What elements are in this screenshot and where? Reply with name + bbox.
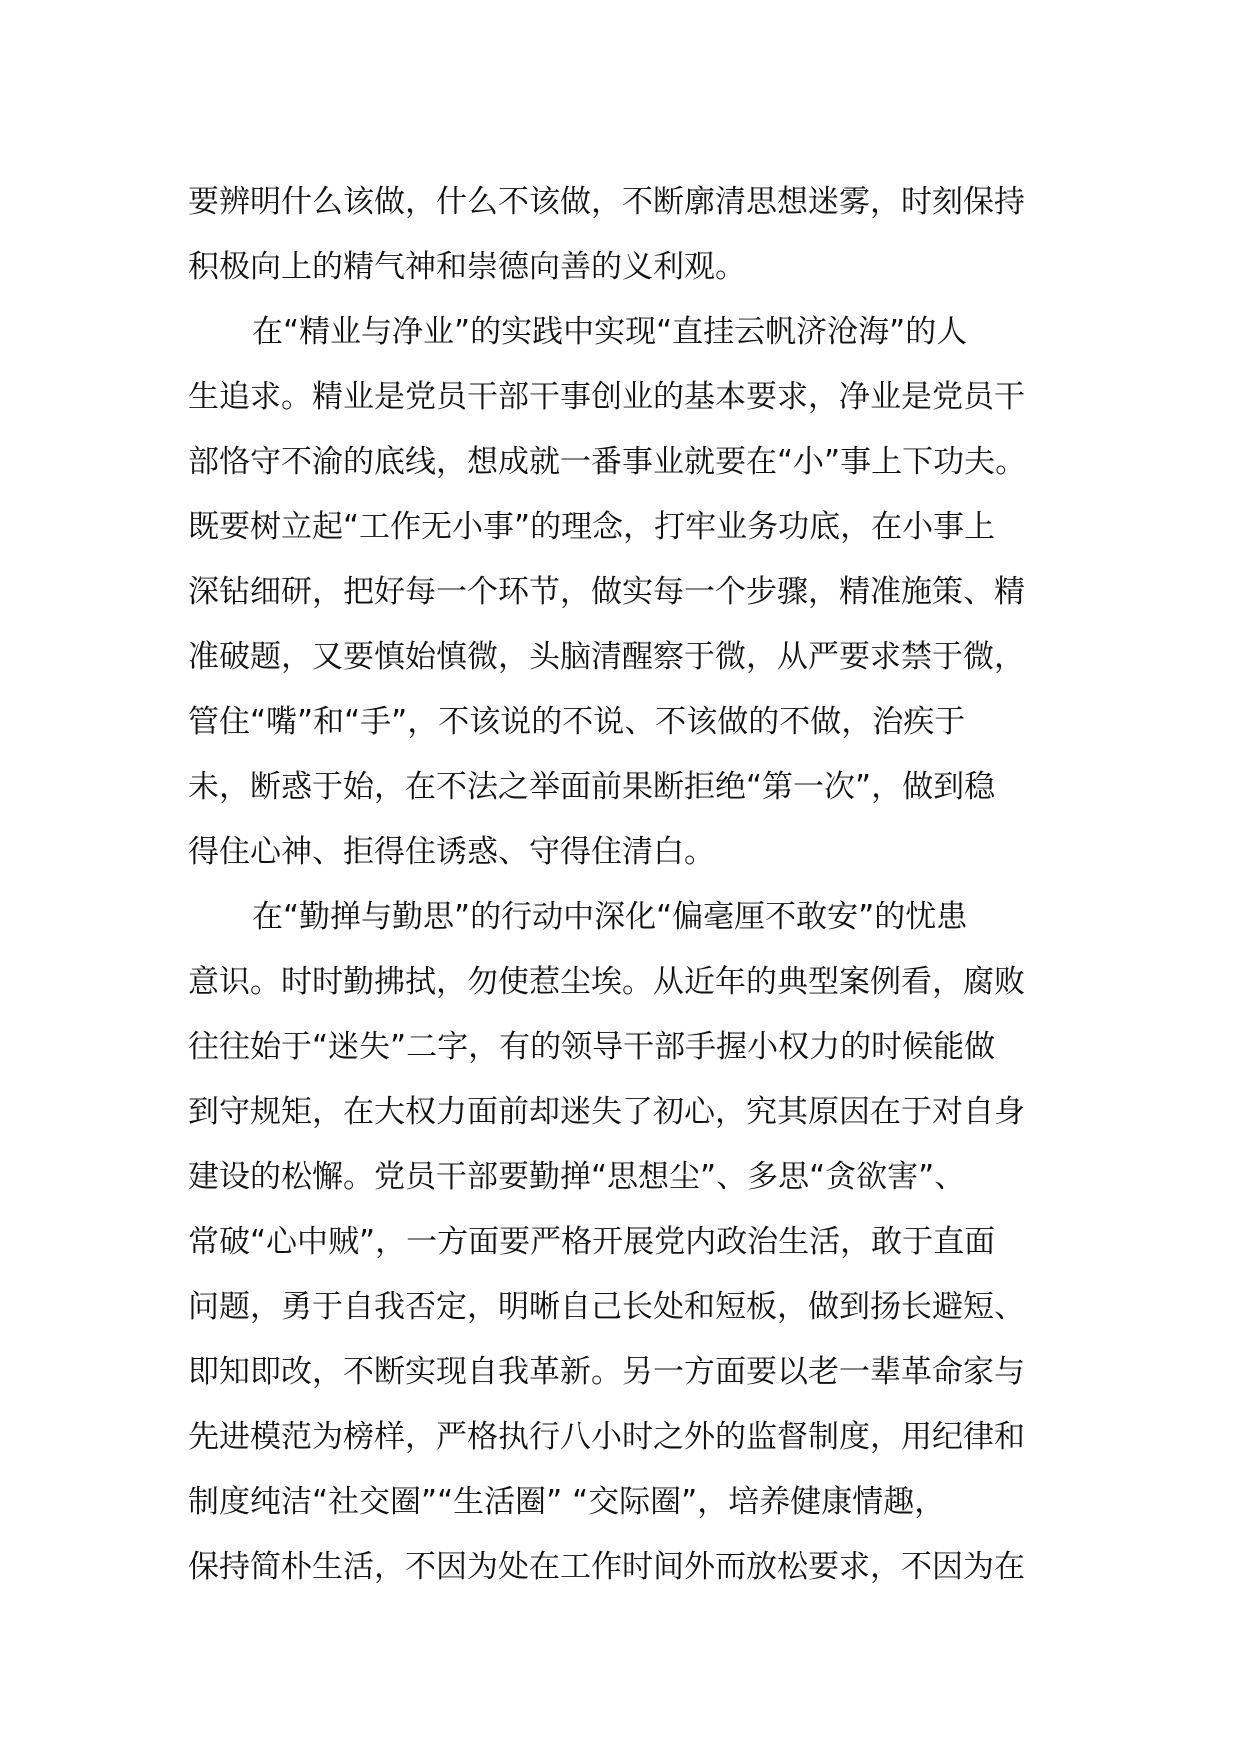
text-line: 保持简朴生活，不因为处在工作时间外而放松要求，不因为在 bbox=[188, 1549, 1025, 1585]
text-line: 深钻细研，把好每一个环节，做实每一个步骤，精准施策、精 bbox=[188, 574, 1025, 610]
paragraph-first-line: 在“精业与净业”的实践中实现“直挂云帆济沧海”的人 bbox=[252, 314, 968, 350]
text-line: 建设的松懈。党员干部要勤掸“思想尘”、多思“贪欲害”、 bbox=[188, 1159, 966, 1195]
body-text bbox=[188, 170, 1068, 1600]
text-line: 往往始于“迷失”二字，有的领导干部手握小权力的时候能做 bbox=[188, 1029, 996, 1065]
text-line: 既要树立起“工作无小事”的理念，打牢业务功底，在小事上 bbox=[188, 509, 996, 545]
text-line: 制度纯洁“社交圈”“生活圈” “交际圈”，培养健康情趣， bbox=[188, 1484, 946, 1520]
text-line: 常破“心中贼”，一方面要严格开展党内政治生活，敢于直面 bbox=[188, 1224, 996, 1260]
text-line: 要辨明什么该做，什么不该做，不断廓清思想迷雾，时刻保持 bbox=[188, 184, 1025, 220]
text-line: 积极向上的精气神和崇德向善的义利观。 bbox=[188, 249, 746, 285]
paragraph-first-line: 在“勤掸与勤思”的行动中深化“偏毫厘不敢安”的忧患 bbox=[252, 899, 968, 935]
text-line: 问题，勇于自我否定，明晰自己长处和短板，做到扬长避短、 bbox=[188, 1289, 1025, 1325]
text-line: 生追求。精业是党员干部干事创业的基本要求，净业是党员干 bbox=[188, 379, 1025, 415]
text-line: 到守规矩，在大权力面前却迷失了初心，究其原因在于对自身 bbox=[188, 1094, 1025, 1130]
text-line: 准破题，又要慎始慎微，头脑清醒察于微，从严要求禁于微， bbox=[188, 639, 1025, 675]
text-line: 管住“嘴”和“手”，不该说的不说、不该做的不做，治疾于 bbox=[188, 704, 966, 740]
text-line: 意识。时时勤拂拭，勿使惹尘埃。从近年的典型案例看，腐败 bbox=[188, 964, 1025, 1000]
text-line: 未，断惑于始，在不法之举面前果断拒绝“第一次”，做到稳 bbox=[188, 769, 996, 805]
text-line: 即知即改，不断实现自我革新。另一方面要以老一辈革命家与 bbox=[188, 1354, 1025, 1390]
text-line: 得住心神、拒得住诱惑、守得住清白。 bbox=[188, 834, 715, 870]
text-line: 部恪守不渝的底线，想成就一番事业就要在“小”事上下功夫。 bbox=[188, 444, 1027, 480]
text-line: 先进模范为榜样，严格执行八小时之外的监督制度，用纪律和 bbox=[188, 1419, 1025, 1455]
